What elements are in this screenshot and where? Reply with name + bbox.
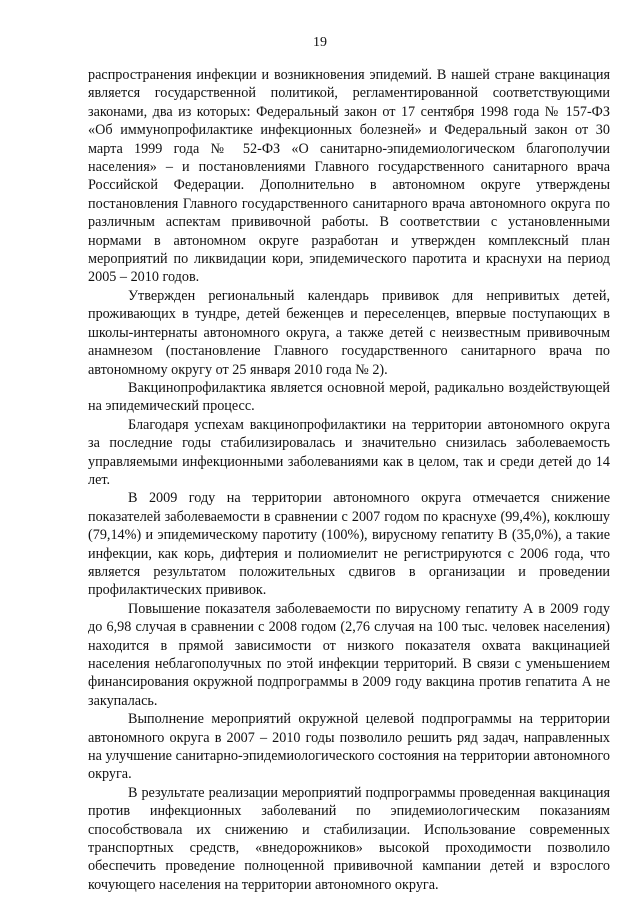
paragraph-5: В 2009 году на территории автономного округа отмечается снижение показателей заболеваемости в сравнении с 2007 годом по краснухе (99,4%), коклюшу (79,14%) и эпидемическому паротиту (100%), вирусному гепатиту В (35,0%), а такие инфекции, как корь, дифтерия и полиомиелит не регистрируются с 2006 года, что является результатом положительных сдвигов в организации и проведении профилактических прививок.: [88, 490, 610, 599]
body-text: [88, 66, 610, 894]
paragraph-2: Утвержден региональный календарь прививок для непривитых детей, проживающих в тундре, детей беженцев и переселенцев, впервые поступающих в школы-интернаты автономного округа, а также детей с неизвестным прививочным анамнезом (постановление Главного государственного санитарного врача по автономному округу от 25 января 2010 года № 2).: [88, 287, 610, 378]
paragraph-8: В результате реализации мероприятий подпрограммы проведенная вакцинация против инфекционных заболеваний по эпидемиологическим показаниям способствовала их снижению и стабилизации. Использование современных транспортных средств, «внедорожников» высокой проходимости позволило обеспечить проведение полноценной прививочной кампании детей и взрослого кочующего населения на территории автономного округа.: [88, 784, 610, 893]
paragraph-7: Выполнение мероприятий окружной целевой подпрограммы на территории автономного округа в 2007 – 2010 годы позволило решить ряд задач, направленных на улучшение санитарно-эпидемиологического состояния на территории автономного округа.: [88, 711, 610, 783]
page-number: 19: [313, 35, 327, 50]
paragraph-4: Благодаря успехам вакцинопрофилактики на территории автономного округа за последние годы стабилизировалась и значительно снизилась заболеваемость управляемыми инфекционными заболеваниями как в целом, так и среди детей до 14 лет.: [88, 416, 610, 488]
paragraph-3: Вакцинопрофилактика является основной мерой, радикально воздействующей на эпидемический процесс.: [88, 379, 610, 415]
paragraph-1: распространения инфекции и возникновения эпидемий. В нашей стране вакцинация является государственной политикой, регламентированной соответствующими законами, два из которых: Федеральный закон от 17 сентября 1998 года № 157-ФЗ «Об иммунопрофилактике инфекционных болезней» и Федеральный закон от 30 марта 1999 года № 52-ФЗ «О санитарно-эпидемиологическом благополучии населения» – и постановлениями Главного государственного санитарного врача Российской Федерации. Дополнительно в автономном округе утверждены постановления Главного государственного санитарного врача автономного округа по различным аспектам прививочной работы. В соответствии с установленными нормами в автономном округе разработан и утвержден комплексный план мероприятий по ликвидации кори, эпидемического паротита и краснухи на период 2005 – 2010 годов.: [88, 67, 610, 286]
paragraph-6: Повышение показателя заболеваемости по вирусному гепатиту А в 2009 году до 6,98 случая в сравнении с 2008 годом (2,76 случая на 100 тыс. человек населения) находится в прямой зависимости от низкого показателя охвата вакцинацией населения неблагополучных по этой инфекции территорий. В связи с уменьшением финансирования окружной подпрограммы в 2009 году вакцина против гепатита А не закупалась.: [88, 600, 610, 709]
